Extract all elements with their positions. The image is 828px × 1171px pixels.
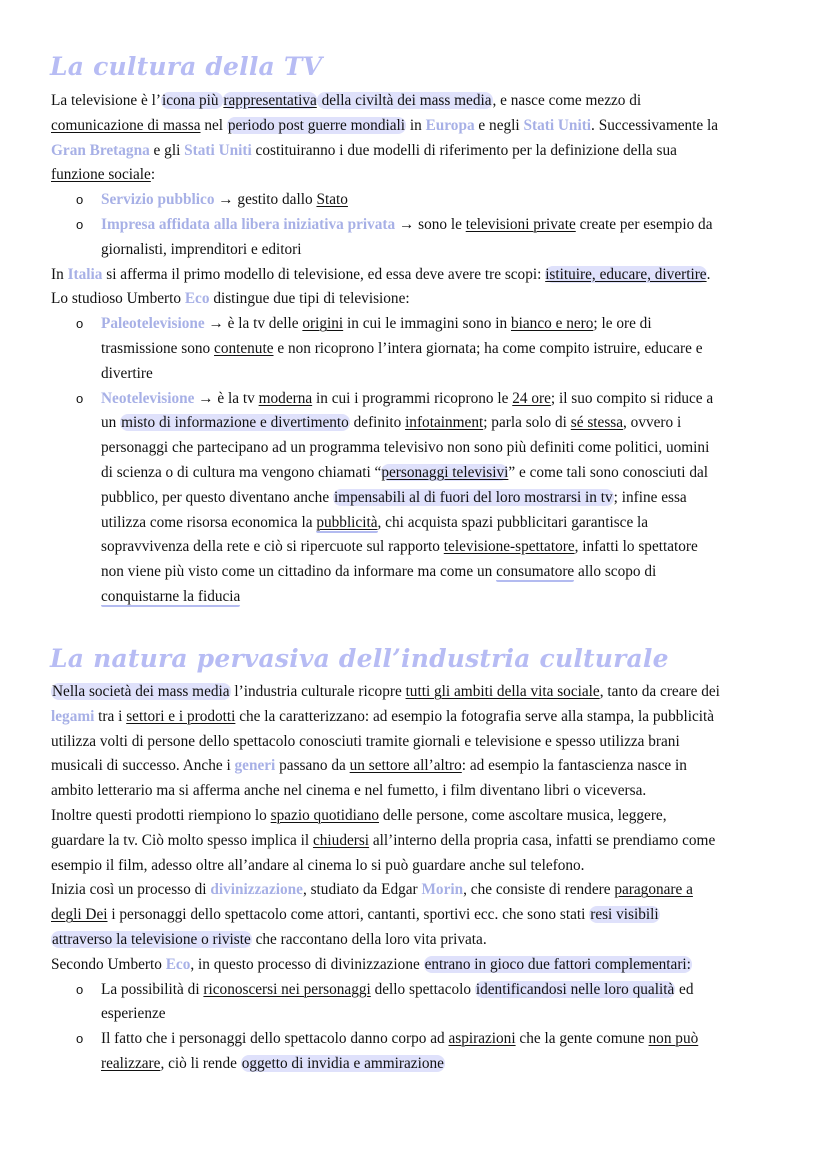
text-line: comunicazione di massa nel periodo post guerre mondiali in Europa e negli Stati Uniti. Successivamente la [51,116,719,134]
list-item: o Paleotelevisione → è la tv delle origini in cui le immagini sono in bianco e nero; le ore di [51,312,789,337]
list-item: o Il fatto che i personaggi dello spettacolo danno corpo ad aspirazioni che la gente comune non può [51,1027,789,1052]
section-title: La natura pervasiva dell’industria culturale [50,644,669,673]
list-item: o Impresa affidata alla libera iniziativa privata → sono le televisioni private create per esempio da [51,213,789,238]
text-line: Secondo Umberto Eco, in questo processo di divinizzazione entrano in gioco due fattori complementari: [51,955,691,973]
text-line: divertire [101,364,153,382]
keyword: Eco [165,955,191,973]
text-line: di scienza o di cultura ma vengono chiamati “personaggi televisivi” e come tali sono conosciuti dal [101,463,709,481]
keyword: Eco [184,290,210,308]
text-line: Lo studioso Umberto Eco distingue due tipi di televisione: [51,290,410,308]
keyword: Impresa affidata alla libera iniziativa privata [101,215,396,233]
text-line: sopravvivenza della rete e ciò si ripercuote sul rapporto televisione-spettatore, infatti lo spettatore [101,538,698,556]
text-line: utilizza come risorsa economica la pubblicità, chi acquista spazi pubblicitari garantisce la [101,513,649,531]
keyword: Servizio pubblico [101,191,215,209]
text-line: Gran Bretagna e gli Stati Uniti costituiranno i due modelli di riferimento per la definizione della sua [51,141,677,159]
text-line: attraverso la televisione o riviste che raccontano della loro vita privata. [52,930,487,948]
keyword: Paleotelevisione [101,315,205,333]
text-line: giornalisti, imprenditori e editori [101,240,302,258]
text-line: realizzare, ciò li rende oggetto di invidia e ammirazione [101,1054,444,1072]
keyword: Stati Uniti [523,116,592,134]
keyword: Europa [425,116,475,134]
keyword: Stati Uniti [184,141,252,159]
text-line: Inizia così un processo di divinizzazione, studiato da Edgar Morin, che consiste di rendere paragonare a [51,881,693,899]
text-line: guardare la tv. Ciò molto spesso implica il chiudersi all’interno della propria casa, infatti se prendiamo come [51,831,716,849]
keyword: generi [234,757,276,775]
keyword: Neotelevisione [101,389,195,407]
section-body [51,680,789,1077]
keyword: divinizzazione [210,881,303,899]
text-line: esperienze [101,1005,166,1023]
text-line: La televisione è l’icona più rappresentativa della civiltà dei mass media, e nasce come mezzo di [51,92,642,109]
text-line: esempio il film, adesso oltre all’andare al cinema lo si può guardare anche sul telefono. [51,856,585,874]
text-line: Inoltre questi prodotti riempiono lo spazio quotidiano delle persone, come ascoltare musica, leggere, [51,806,667,824]
keyword: Gran Bretagna [51,141,150,159]
text-line: funzione sociale: [51,166,156,184]
text-line: Nella società dei mass media l’industria culturale ricopre tutti gli ambiti della vita sociale, tanto da creare dei [52,683,720,700]
section-body [51,89,789,610]
text-line: personaggi che partecipano ad un programma televisivo non sono più definiti come politici, uomini [101,439,710,457]
text-line: degli Dei i personaggi dello spettacolo come attori, cantanti, sportivi ecc. che sono stati resi visibili [51,906,659,924]
text-line: conquistarne la fiducia [101,587,241,605]
list-item: o Neotelevisione → è la tv moderna in cui i programmi ricoprono le 24 ore; il suo compito si riduce a [51,387,789,412]
text-line: trasmissione sono contenute e non ricoprono l’intera giornata; ha come compito istruire, educare e [101,339,703,357]
text-line: legami tra i settori e i prodotti che la caratterizzano: ad esempio la fotografia serve alla stampa, la pubblicità [51,707,715,725]
text-line: utilizza volti di persone dello spettacolo conosciuti tramite giornali e televisione e spesso utilizza brani [51,732,680,750]
keyword: legami [51,707,95,725]
section-title: La cultura della TV [50,52,323,81]
text-line: non viene più visto come un cittadino da informare ma come un consumatore allo scopo di [101,563,657,581]
keyword: Italia [67,265,103,283]
list-item: o La possibilità di riconoscersi nei personaggi dello spettacolo identificandosi nelle loro qualità ed [51,978,789,1003]
text-line: musicali di successo. Anche i generi passano da un settore all’altro: ad esempio la fantascienza nasce in [51,757,687,775]
text-line: pubblico, per questo diventano anche impensabili al di fuori del loro mostrarsi in tv; infine essa [101,488,687,506]
text-line: un misto di informazione e divertimento definito infotainment; parla solo di sé stessa, ovvero i [101,414,682,432]
list-item: o Servizio pubblico → gestito dallo Stato [51,188,789,213]
text-line: In Italia si afferma il primo modello di televisione, ed essa deve avere tre scopi: istituire, educare, divertire. [51,265,711,283]
text-line: ambito letterario ma si afferma anche nel cinema e nel fumetto, i film diventano libri o viceversa. [51,782,647,800]
keyword: Morin [421,881,464,899]
